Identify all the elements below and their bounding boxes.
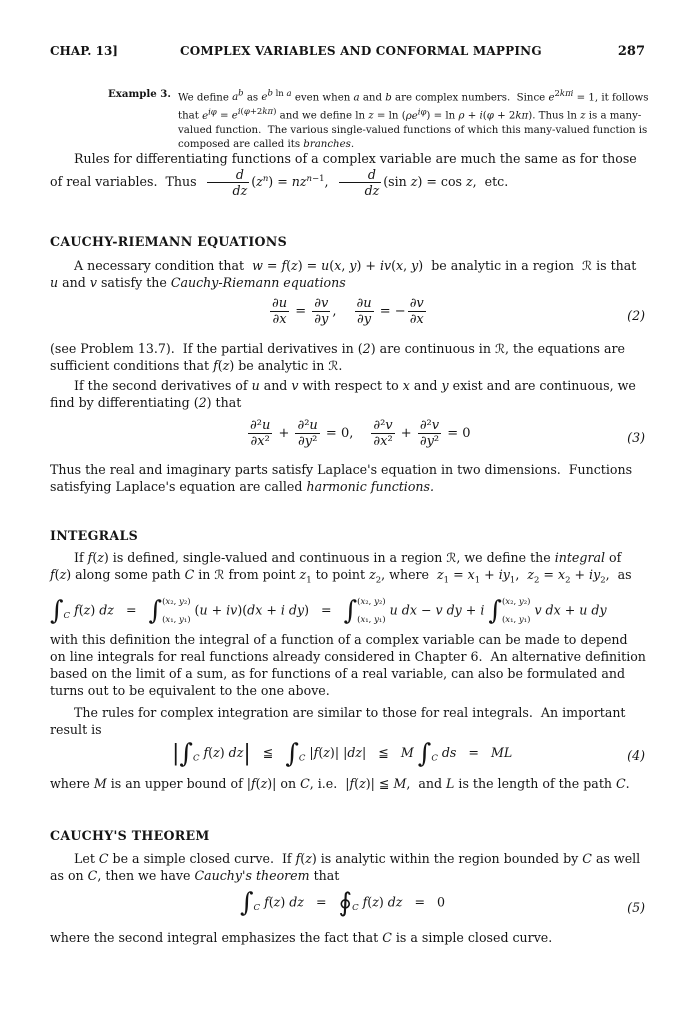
example-3 [108, 87, 653, 152]
integral-definition-paragraph: If f(z) is defined, single-valued and continuous in a region ℛ, we define the integral of f(z) along some path C in ℛ from point $z_1$ to point $z_2$, where $z_1 = x_1 + iy_1$, $z_2 = x_2 + iy_2$, as [50, 550, 632, 586]
equation-number-5: (5) [627, 900, 645, 915]
example-text: We define $a^b$ as $e^b$ $^{ln a}$ even when a and b are complex numbers. Since $e^{2k\pi i} = 1$, it follows that $e^{i\varphi} = e^{i(\varphi+2k\pi)}$ and we define $\ln z = \ln (\rho e^{i\varphi}) = \ln \rho + i(\varphi + 2k\pi)$. Thus ln z is a many-valued function. The various single-valued functions of which this many-valued function is composed are called its branches. [178, 89, 649, 150]
line-integral-paragraph: with this definition the integral of a function of a complex variable can be made to depend on line integrals for real functions already considered in Chapter 6. An alternative definition based on the limit of a sum, as for functions of a real variable, can also be formulated and turns out to be equivalent to the one above. [50, 632, 646, 698]
chapter-label: CHAP. 13] [50, 44, 118, 58]
header-title: COMPLEX VARIABLES AND CONFORMAL MAPPING [180, 44, 542, 58]
equation-number-2: (2) [627, 308, 645, 323]
section-heading-cauchy-riemann: CAUCHY-RIEMANN EQUATIONS [50, 234, 288, 249]
second-derivatives-paragraph: If the second derivatives of u and v with respect to x and y exist and are continuous, we find by differentiating (2) that [50, 378, 636, 410]
integration-rules-paragraph: The rules for complex integration are similar to those for real integrals. An important result is [50, 705, 626, 737]
section-heading-integrals: INTEGRALS [50, 528, 139, 543]
equation-number-4: (4) [627, 748, 645, 763]
cr-continuity-paragraph: (see Problem 13.7). If the partial derivatives in (2) are continuous in ℛ, the equations are sufficient conditions that f(z) be analytic in ℛ. [50, 341, 625, 373]
closed-curve-paragraph: where the second integral emphasizes the fact that C is a simple closed curve. [50, 930, 553, 945]
section-heading-cauchys-theorem: CAUCHY'S THEOREM [50, 828, 210, 843]
cr-intro-paragraph: A necessary condition that w = f(z) = u(x, y) + iv(x, y) be analytic in a region ℛ is that u and v satisfy the Cauchy-Riemann equations [50, 258, 637, 290]
cauchy-theorem-paragraph: Let C be a simple closed curve. If f(z) is analytic within the region bounded by C as well as on C, then we have Cauchy's theorem that [50, 851, 641, 883]
example-label: Example 3. [108, 88, 171, 100]
rules-paragraph: Rules for differentiating functions of a complex variable are much the same as for those of real variables. Thus $\frac{d}{dz}$ $(z^n) = nz^{n-1}$, $\frac{d}{dz}$ (sin z) = cos z, etc. [50, 151, 637, 198]
laplace-paragraph: Thus the real and imaginary parts satisfy Laplace's equation in two dimensions. Functions satisfying Laplace's equation are called harmonic functions. [50, 462, 633, 494]
equation-5: $\int_C$ f(z) dz = $∮_C$ f(z) dz = 0 [240, 888, 446, 918]
equation-2: $\frac{\partial u}{\partial x}$ = $\frac{\partial v}{\partial y}$ , $\frac{\partial u}{\partial y}$ = − $\frac{\partial v}{\partial x}$ [272, 296, 424, 327]
equation-4: $|\int_C$ f(z) dz| ≦ $\int_C$ |f(z)| |dz| ≦ M $\int_C$ ds = ML [172, 738, 513, 769]
equation-integral-definition: $\int_C$ f(z) dz = ∫ (x₂, y₂) (x₁, y₁) (u + iv)(dx + i dy) = ∫ (x₂, y₂) (x₁, y₁) u dx − v dy + i ∫ (x₂, y₂) (x₁, y₁) v dx + u dy [50, 596, 607, 626]
upper-bound-paragraph: where M is an upper bound of |f(z)| on C, i.e. |f(z)| ≦ M, and L is the length of the path C. [50, 776, 630, 791]
equation-number-3: (3) [627, 430, 645, 445]
equation-3: $\frac{\text{∂²u}}{\text{∂x²}}$ + $\frac{\text{∂²u}}{\text{∂y²}}$ = 0, $\frac{\text{∂²v}}{\text{∂x²}}$ + $\frac{\text{∂²v}}{\text{∂y²}}$ = 0 [250, 418, 471, 449]
page-number: 287 [617, 44, 645, 59]
